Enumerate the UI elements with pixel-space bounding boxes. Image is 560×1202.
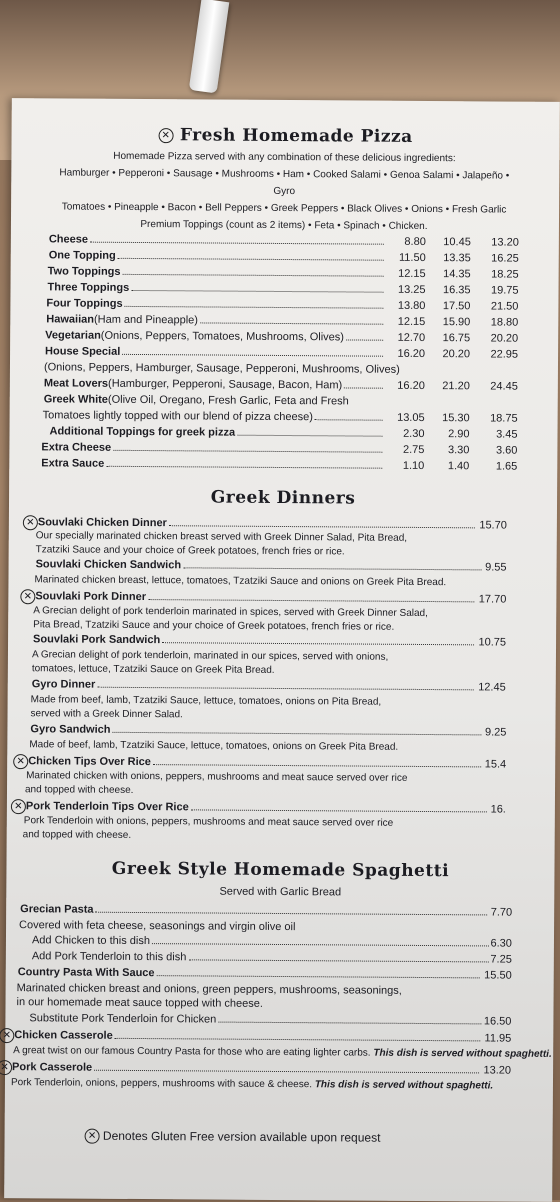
item-desc: A great twist on our famous Country Pasta for those who are eating lighter carbs. bbox=[13, 1045, 371, 1059]
item-name: Grecian Pasta bbox=[20, 903, 94, 916]
item-name: Vegetarian bbox=[45, 329, 101, 342]
pizza-section-title bbox=[12, 124, 560, 148]
item-name: Two Toppings bbox=[47, 265, 121, 278]
price-medium: 14.35 bbox=[443, 268, 471, 281]
item-name: House Special bbox=[45, 345, 121, 358]
price-medium: 15.90 bbox=[442, 316, 471, 329]
addon-price: 16.50 bbox=[483, 1015, 512, 1028]
price-small: 8.80 bbox=[404, 235, 426, 248]
item-desc: Marinated chicken breast, lettuce, tomatoes, Tzatziki Sauce and onions on Greek Pita Bread. bbox=[34, 574, 447, 589]
pizza-row-house-special bbox=[45, 345, 518, 360]
item-desc: served with a Greek Dinner Salad. bbox=[30, 708, 183, 721]
addon-name: Substitute Pork Tenderloin for Chicken bbox=[29, 1012, 217, 1026]
item-price: 11.95 bbox=[484, 1032, 512, 1045]
pizza-row-extra-sauce bbox=[41, 457, 517, 472]
dinner-item bbox=[32, 678, 506, 693]
item-name: Pork Casserole bbox=[12, 1061, 93, 1074]
pizza-row-extra-cheese bbox=[41, 441, 517, 456]
item-price: 12.45 bbox=[478, 681, 506, 694]
pizza-row-meat-lovers bbox=[44, 377, 518, 392]
item-desc: (Ham and Pineapple) bbox=[93, 313, 198, 327]
pizza-row-two-toppings bbox=[48, 265, 519, 280]
item-name: Chicken Casserole bbox=[14, 1029, 113, 1042]
item-desc: Made from beef, lamb, Tzatziki Sauce, lettuce, tomatoes, onions on Pita Bread, bbox=[30, 694, 382, 708]
item-name: Chicken Tips Over Rice bbox=[28, 755, 151, 769]
price-large: 16.25 bbox=[491, 252, 519, 265]
price-medium: 17.50 bbox=[442, 300, 471, 313]
item-desc: (Hamburger, Pepperoni, Sausage, Bacon, Ham) bbox=[108, 377, 343, 392]
spaghetti-title: Greek Style Homemade Spaghetti bbox=[111, 858, 450, 882]
footnote-text: Denotes Gluten Free version available upon request bbox=[102, 1128, 381, 1145]
item-name: Country Pasta With Sauce bbox=[17, 966, 155, 980]
item-price: 9.55 bbox=[485, 561, 507, 574]
price-small: 12.15 bbox=[398, 267, 426, 280]
house-special-desc: (Onions, Peppers, Hamburger, Sausage, Pepperoni, Mushrooms, Olives) bbox=[43, 361, 400, 376]
price-large: 18.25 bbox=[491, 268, 519, 281]
price-large: 1.65 bbox=[495, 460, 518, 473]
greek-white-title bbox=[44, 393, 349, 407]
gluten-free-icon: ✕ bbox=[13, 754, 28, 769]
item-price: 9.25 bbox=[484, 726, 507, 739]
pizza-intro-line: Tomatoes • Pineapple • Bacon • Bell Peppers • Greek Peppers • Black Olives • Onions • Fresh Garlic bbox=[61, 201, 507, 216]
item-name: Greek White bbox=[43, 393, 108, 406]
pizza-intro bbox=[49, 147, 520, 235]
price-small: 13.05 bbox=[397, 411, 425, 424]
price-large: 18.75 bbox=[490, 412, 518, 425]
pizza-row-one-topping bbox=[49, 249, 519, 264]
item-note: This dish is served without spaghetti. bbox=[373, 1047, 552, 1060]
item-desc: Tzatziki Sauce and your choice of Greek potatoes, french fries or rice. bbox=[35, 544, 345, 558]
item-name: Additional Toppings for greek pizza bbox=[49, 425, 236, 439]
gluten-free-icon: ✕ bbox=[20, 589, 35, 604]
price-large: 19.75 bbox=[490, 284, 519, 297]
price-small: 16.20 bbox=[397, 347, 426, 360]
dinner-item bbox=[30, 723, 506, 738]
gluten-free-icon: ✕ bbox=[11, 799, 26, 814]
price-medium: 16.35 bbox=[442, 284, 471, 297]
item-name: Three Toppings bbox=[47, 281, 130, 294]
item-price: 15.70 bbox=[479, 519, 507, 532]
item-price: 16. bbox=[490, 803, 506, 816]
item-price: 15.50 bbox=[484, 969, 512, 982]
item-note: This dish is served without spaghetti. bbox=[314, 1079, 494, 1092]
price-medium: 3.30 bbox=[447, 444, 470, 457]
grecian-pasta-row bbox=[20, 903, 512, 918]
item-price: 10.75 bbox=[478, 636, 507, 649]
pizza-row-three-toppings bbox=[47, 281, 518, 296]
gluten-free-footnote bbox=[85, 1129, 381, 1146]
item-name: Extra Cheese bbox=[41, 441, 112, 454]
price-medium: 21.20 bbox=[442, 380, 470, 393]
addon-name: Add Pork Tenderloin to this dish bbox=[31, 950, 187, 964]
item-name: Gyro Sandwich bbox=[30, 723, 111, 736]
price-small: 13.80 bbox=[397, 299, 426, 312]
item-name: Four Toppings bbox=[46, 297, 123, 310]
item-price: 15.4 bbox=[484, 758, 507, 771]
price-large: 20.20 bbox=[490, 332, 519, 345]
item-desc: A Grecian delight of pork tenderloin, marinated in our spices, served with onions, bbox=[31, 649, 389, 663]
price-small: 1.10 bbox=[402, 459, 425, 472]
add-chicken-row bbox=[32, 934, 512, 949]
gluten-free-icon: ✕ bbox=[158, 128, 173, 143]
price-large: 22.95 bbox=[490, 348, 519, 361]
price-medium: 20.20 bbox=[442, 348, 471, 361]
item-price: 13.20 bbox=[483, 1064, 512, 1077]
pizza-intro-line: Premium Toppings (count as 2 items) • Feta • Spinach • Chicken. bbox=[140, 219, 428, 233]
item-desc: and topped with cheese. bbox=[22, 829, 132, 841]
price-medium: 10.45 bbox=[443, 236, 471, 249]
price-small: 11.50 bbox=[398, 251, 426, 264]
price-small: 13.25 bbox=[397, 283, 426, 296]
item-name: One Topping bbox=[48, 249, 116, 262]
pizza-title-text: Fresh Homemade Pizza bbox=[179, 125, 413, 147]
gluten-free-icon: ✕ bbox=[0, 1028, 14, 1043]
item-price: 7.70 bbox=[490, 906, 513, 919]
price-large: 21.50 bbox=[490, 300, 519, 313]
item-desc: Our specially marinated chicken breast served with Greek Dinner Salad, Pita Bread, bbox=[35, 530, 408, 544]
add-pork-row bbox=[32, 950, 512, 965]
item-desc: (Onions, Peppers, Tomatoes, Mushrooms, Olives) bbox=[100, 329, 344, 344]
item-desc: Marinated chicken with onions, peppers, mushrooms and meat sauce served over rice bbox=[26, 770, 408, 784]
addon-price: 6.30 bbox=[490, 937, 512, 950]
item-desc: (Olive Oil, Oregano, Fresh Garlic, Feta and Fresh bbox=[107, 393, 349, 408]
pizza-row-additional-toppings bbox=[49, 425, 517, 440]
pizza-row-hawaiian bbox=[46, 313, 518, 328]
gluten-free-icon: ✕ bbox=[23, 515, 38, 530]
item-name: Souvlaki Pork Dinner bbox=[35, 590, 147, 604]
sub-pork-row bbox=[29, 1012, 511, 1027]
item-name: Souvlaki Chicken Sandwich bbox=[35, 558, 182, 572]
pizza-intro-line: Hamburger • Pepperoni • Sausage • Mushrooms • Ham • Cooked Salami • Genoa Salami • Jalapeño • Gyro bbox=[59, 167, 510, 198]
price-small: 12.15 bbox=[397, 315, 426, 328]
pizza-row-cheese bbox=[49, 233, 519, 248]
item-desc: Pork Tenderloin with onions, peppers, mushrooms and meat sauce served over rice bbox=[23, 815, 394, 829]
item-name: Pork Tenderloin Tips Over Rice bbox=[25, 800, 189, 814]
item-desc: Made of beef, lamb, Tzatziki Sauce, lettuce, tomatoes, onions on Greek Pita Bread. bbox=[29, 739, 399, 753]
gluten-free-icon: ✕ bbox=[85, 1129, 100, 1144]
item-name: Cheese bbox=[48, 233, 89, 246]
dinner-item bbox=[36, 558, 507, 573]
pizza-row-four-toppings bbox=[46, 297, 518, 312]
item-name: Souvlaki Pork Sandwich bbox=[33, 633, 161, 647]
addon-name: Add Chicken to this dish bbox=[31, 934, 151, 948]
pizza-row-vegetarian bbox=[45, 329, 518, 344]
item-name: Souvlaki Chicken Dinner bbox=[37, 516, 167, 530]
price-large: 24.45 bbox=[490, 380, 518, 393]
item-desc: tomatoes, lettuce, Tzatziki Sauce on Greek Pita Bread. bbox=[31, 663, 275, 676]
pork-casserole-desc bbox=[11, 1076, 493, 1093]
price-medium: 13.35 bbox=[443, 252, 471, 265]
price-medium: 16.75 bbox=[442, 332, 471, 345]
price-small: 2.75 bbox=[402, 443, 425, 456]
price-medium: 2.90 bbox=[448, 428, 470, 441]
dinner-item bbox=[33, 633, 506, 648]
item-desc: Pork Tenderloin, onions, peppers, mushrooms with sauce & cheese. bbox=[10, 1077, 313, 1091]
price-small: 12.70 bbox=[397, 331, 426, 344]
item-desc: and topped with cheese. bbox=[24, 784, 134, 796]
gluten-free-icon: ✕ bbox=[0, 1060, 12, 1075]
pizza-intro-line: Homemade Pizza served with any combination of these delicious ingredients: bbox=[113, 150, 456, 165]
item-price: 17.70 bbox=[478, 593, 507, 606]
chicken-casserole-desc bbox=[13, 1044, 552, 1062]
menu-page bbox=[0, 98, 560, 1202]
item-name: Meat Lovers bbox=[43, 377, 109, 390]
item-desc: Covered with feta cheese, seasonings and virgin olive oil bbox=[19, 919, 296, 934]
price-large: 18.80 bbox=[490, 316, 519, 329]
item-name: Extra Sauce bbox=[41, 457, 105, 470]
country-pasta-row bbox=[18, 966, 512, 981]
spaghetti-subtitle: Served with Garlic Bread bbox=[219, 885, 342, 899]
price-medium: 1.40 bbox=[447, 460, 470, 473]
item-name: Hawaiian bbox=[46, 313, 95, 326]
price-large: 3.60 bbox=[495, 444, 518, 457]
item-desc: in our homemade meat sauce topped with cheese. bbox=[16, 996, 264, 1010]
price-large: 13.20 bbox=[491, 236, 519, 249]
item-desc: Pita Bread, Tzatziki Sauce and your choice of Greek potatoes, french fries or rice. bbox=[33, 619, 395, 633]
price-medium: 15.30 bbox=[442, 412, 470, 425]
item-desc: Tomatoes lightly topped with our blend of pizza cheese) bbox=[42, 409, 313, 424]
greek-dinners-title: Greek Dinners bbox=[210, 487, 356, 509]
item-desc: A Grecian delight of pork tenderloin marinated in spices, served with Greek Dinner Salad, bbox=[33, 605, 428, 620]
addon-price: 7.25 bbox=[490, 953, 512, 966]
item-name: Gyro Dinner bbox=[31, 678, 96, 691]
item-desc: Marinated chicken breast and onions, green peppers, mushrooms, seasonings, bbox=[16, 982, 402, 997]
price-large: 3.45 bbox=[496, 428, 518, 441]
price-small: 2.30 bbox=[403, 427, 425, 440]
price-small: 16.20 bbox=[397, 379, 425, 392]
pizza-row-greek-white bbox=[43, 409, 518, 424]
